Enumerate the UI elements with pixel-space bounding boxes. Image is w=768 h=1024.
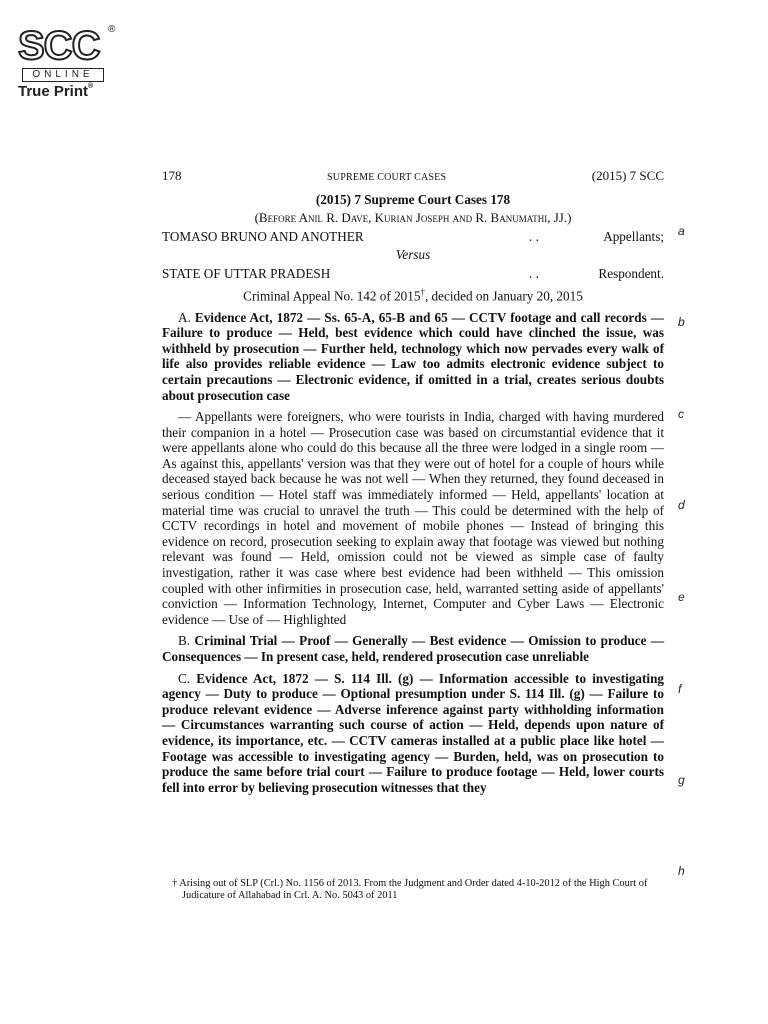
headnote-a-title: Evidence Act, 1872 — Ss. 65-A, 65-B and 65 — CCTV footage and call records — Failure to produce — Held, best evidence which could have clinched the issue, was withheld by prosecution — Further held, technology which now pervades every walk of life also provides reliable evidence — Law too admits electronic evidence subject to certain precautions — Electronic evidence, if omitted in a trial, creates serious doubts about prosecution case bbox=[162, 309, 664, 403]
margin-letter-e: e bbox=[678, 590, 685, 604]
margin-letter-b: b bbox=[678, 315, 685, 329]
scc-online-logo bbox=[18, 24, 118, 100]
logo-registered-mark: ® bbox=[108, 24, 116, 35]
margin-letter-h: h bbox=[678, 864, 685, 878]
appeal-line bbox=[162, 285, 664, 304]
logo-online-label: ONLINE bbox=[22, 68, 104, 82]
respondent-role: Respondent. bbox=[598, 265, 664, 281]
headnote-c bbox=[162, 671, 664, 796]
appellant-line bbox=[162, 229, 664, 245]
headnote-c-title: Evidence Act, 1872 — S. 114 Ill. (g) — Information accessible to investigating agency — Duty to produce — Optional presumption under S. 114 Ill. (g) — Failure to produce relevant evidence — Adverse inference against party withholding information — Circumstances warranting such course of action — Held, depends upon nature of evidence, its importance, etc. — CCTV cameras installed at a public place like hotel — Footage was accessible to investigating agency — Burden, held, was on prosecution to produce the same before trial court — Failure to produce footage — Held, lower courts fell into error by believing prosecution witnesses that they bbox=[162, 670, 665, 795]
versus: Versus bbox=[395, 247, 431, 263]
headnote-b-title: Criminal Trial — Proof — Generally — Best evidence — Omission to produce — Consequences — In present case, held, rendered prosecution case unreliable bbox=[162, 633, 665, 665]
page-number: 178 bbox=[162, 168, 182, 183]
footnote-text: † Arising out of SLP (Crl.) No. 1156 of 2013. From the Judgment and Order dated 4-10-2012 of the High Court of Judicature of Allahabad in Crl. A. No. 5043 of 2011 bbox=[172, 878, 648, 902]
respondent-name: STATE OF UTTAR PRADESH bbox=[162, 265, 331, 281]
running-head-title: SUPREME COURT CASES bbox=[327, 172, 447, 183]
appeal-text: Criminal Appeal No. 142 of 2015 bbox=[243, 287, 421, 303]
logo-trademark: ® bbox=[88, 83, 94, 90]
document-page bbox=[162, 168, 664, 795]
headnote-a bbox=[162, 310, 664, 404]
appeal-date: , decided on January 20, 2015 bbox=[424, 287, 583, 303]
appellant-role: Appellants; bbox=[603, 228, 664, 244]
running-head bbox=[162, 168, 664, 186]
margin-letter-d: d bbox=[678, 498, 685, 512]
respondent-line bbox=[162, 266, 664, 282]
appellant-dots: . . bbox=[529, 228, 539, 244]
bench bbox=[162, 210, 664, 226]
headnote-a-body: — Appellants were foreigners, who were tourists in India, charged with having murdered their companion in a hotel — Prosecution case was based on circumstantial evidence that it were appellants alone who could do this because all the three were lodged in a single room — As against this, appellants' version was that they were out of hotel for a couple of hours while deceased stayed back because he was not well — When they returned, they found deceased in serious condition — Hotel staff was immediately informed — Held, appellants' location at material time was crucial to unravel the truth — This could be determined with the help of CCTV recordings in hotel and movement of mobile phones — Instead of bringing this evidence on record, prosecution seeking to explain away that footage was viewed but nothing relevant was found — Held, omission could not be viewed as simple case of faulty investigation, rather it was case where best evidence had been withheld — This omission coupled with other infirmities in prosecution case, held, warranted setting aside of appellants' conviction — Information Technology, Internet, Computer and Cyber Laws — Electronic evidence — Use of — Highlighted bbox=[162, 409, 664, 627]
headnote-c-prefix: C. bbox=[178, 670, 197, 686]
headnote-a-prefix: A. bbox=[178, 309, 195, 325]
bench-text: (Before Anil R. Dave, Kurian Joseph and R. Banumathi, JJ.) bbox=[254, 210, 572, 226]
margin-letter-f: f bbox=[678, 682, 682, 696]
margin-letter-g: g bbox=[678, 773, 685, 787]
margin-letter-a: a bbox=[678, 224, 685, 238]
case-title: (2015) 7 Supreme Court Cases 178 bbox=[315, 191, 511, 207]
headnote-b bbox=[162, 633, 664, 664]
footnote bbox=[172, 878, 666, 903]
appellant-name: TOMASO BRUNO AND ANOTHER bbox=[162, 228, 364, 244]
logo-true-print-text: True Print bbox=[18, 83, 89, 100]
logo-brand: SCC bbox=[18, 24, 100, 68]
appeal-footnote-mark: † bbox=[420, 286, 425, 297]
margin-letter-c: c bbox=[678, 407, 684, 421]
respondent-dots: . . bbox=[529, 265, 539, 281]
headnote-b-prefix: B. bbox=[178, 633, 195, 649]
logo-true-print bbox=[18, 83, 93, 100]
citation: (2015) 7 SCC bbox=[591, 168, 664, 183]
